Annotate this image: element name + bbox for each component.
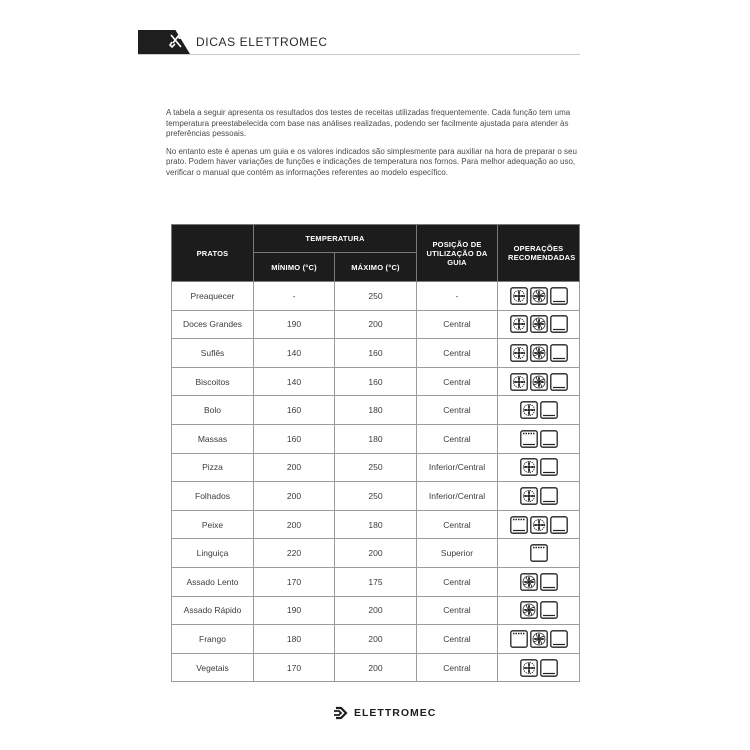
bottom-heat-icon	[550, 373, 568, 391]
operation-icons	[498, 630, 579, 648]
cell-operations	[498, 625, 580, 654]
cell-min: -	[254, 282, 335, 311]
top-bottom-heat-icon	[520, 430, 538, 448]
element-fan-icon	[530, 516, 548, 534]
operation-icons	[498, 573, 579, 591]
cell-dish: Peixe	[172, 510, 254, 539]
cell-operations	[498, 310, 580, 339]
bottom-heat-icon	[550, 344, 568, 362]
cell-dish: Suflês	[172, 339, 254, 368]
cell-max: 250	[335, 482, 417, 511]
bottom-heat-icon	[540, 487, 558, 505]
bottom-heat-icon	[540, 659, 558, 677]
cell-min: 140	[254, 367, 335, 396]
cell-min: 190	[254, 310, 335, 339]
table-row	[172, 625, 580, 654]
bottom-heat-icon	[540, 573, 558, 591]
footer-logo	[333, 706, 436, 720]
element-fan-icon	[520, 458, 538, 476]
cell-operations	[498, 339, 580, 368]
cell-operations	[498, 653, 580, 682]
cell-position: Central	[417, 653, 498, 682]
table-body	[172, 282, 580, 682]
intro-paragraph-1: A tabela a seguir apresenta os resultados dos testes de receitas utilizadas frequentemente. Cada função tem uma temperatura preestabelecida com base nas análises realizadas, podendo ser facilmente ajustada para atender às preferências pessoais.	[166, 108, 571, 138]
cell-position: Superior	[417, 539, 498, 568]
top-bottom-heat-icon	[510, 516, 528, 534]
bottom-heat-icon	[540, 401, 558, 419]
header-operations: OPERAÇÕES RECOMENDADAS	[498, 225, 580, 282]
cell-max: 200	[335, 596, 417, 625]
cell-max: 200	[335, 653, 417, 682]
bottom-heat-icon	[540, 458, 558, 476]
cell-position: Inferior/Central	[417, 482, 498, 511]
header-max: MÁXIMO (°C)	[335, 253, 417, 282]
operation-icons	[498, 287, 579, 305]
operation-icons	[498, 516, 579, 534]
cell-max: 175	[335, 567, 417, 596]
header-tab	[138, 30, 190, 54]
cell-dish: Bolo	[172, 396, 254, 425]
fan-icon	[530, 315, 548, 333]
cell-max: 180	[335, 396, 417, 425]
table-row	[172, 539, 580, 568]
cell-min: 200	[254, 453, 335, 482]
cell-operations	[498, 453, 580, 482]
header-divider	[138, 54, 580, 55]
cell-position: Central	[417, 310, 498, 339]
element-fan-icon	[510, 373, 528, 391]
cell-operations	[498, 424, 580, 453]
cell-min: 140	[254, 339, 335, 368]
cell-max: 200	[335, 625, 417, 654]
table-row	[172, 653, 580, 682]
table-row	[172, 424, 580, 453]
cell-min: 220	[254, 539, 335, 568]
cell-position: -	[417, 282, 498, 311]
table-row	[172, 596, 580, 625]
cell-max: 180	[335, 424, 417, 453]
fan-icon	[530, 373, 548, 391]
cell-position: Central	[417, 567, 498, 596]
cell-position: Inferior/Central	[417, 453, 498, 482]
cell-dish: Doces Grandes	[172, 310, 254, 339]
footer-brand: ELETTROMEC	[354, 707, 437, 719]
bottom-heat-icon	[540, 601, 558, 619]
bottom-heat-icon	[550, 630, 568, 648]
operation-icons	[498, 659, 579, 677]
recipe-guide-table	[171, 224, 580, 682]
cell-operations	[498, 539, 580, 568]
bottom-heat-icon	[550, 287, 568, 305]
bottom-heat-icon	[550, 315, 568, 333]
cell-max: 160	[335, 339, 417, 368]
cell-dish: Frango	[172, 625, 254, 654]
table-row	[172, 396, 580, 425]
table-row	[172, 567, 580, 596]
cell-operations	[498, 367, 580, 396]
operation-icons	[498, 344, 579, 362]
header-title: DICAS ELETTROMEC	[196, 35, 328, 49]
operation-icons	[498, 373, 579, 391]
cell-operations	[498, 567, 580, 596]
cell-position: Central	[417, 424, 498, 453]
element-fan-icon	[510, 287, 528, 305]
table-row	[172, 310, 580, 339]
operation-icons	[498, 315, 579, 333]
cell-min: 200	[254, 482, 335, 511]
cell-min: 170	[254, 567, 335, 596]
cell-dish: Assado Lento	[172, 567, 254, 596]
cell-position: Central	[417, 510, 498, 539]
fan-icon	[520, 573, 538, 591]
cell-position: Central	[417, 596, 498, 625]
fan-icon	[520, 601, 538, 619]
page-header	[138, 30, 336, 54]
header-position: POSIÇÃO DE UTILIZAÇÃO DA GUIA	[417, 225, 498, 282]
table-row	[172, 510, 580, 539]
wrench-spoon-icon	[168, 33, 184, 51]
cell-operations	[498, 596, 580, 625]
element-fan-icon	[520, 659, 538, 677]
cell-dish: Pizza	[172, 453, 254, 482]
cell-operations	[498, 482, 580, 511]
header-min: MÍNIMO (°C)	[254, 253, 335, 282]
element-fan-icon	[520, 401, 538, 419]
cell-min: 180	[254, 625, 335, 654]
element-fan-icon	[510, 344, 528, 362]
operation-icons	[498, 458, 579, 476]
operation-icons	[498, 430, 579, 448]
cell-dish: Biscoitos	[172, 367, 254, 396]
elettromec-logo-icon	[333, 706, 349, 720]
grill-icon	[530, 544, 548, 562]
cell-dish: Massas	[172, 424, 254, 453]
cell-dish: Preaquecer	[172, 282, 254, 311]
operation-icons	[498, 401, 579, 419]
cell-position: Central	[417, 339, 498, 368]
cell-position: Central	[417, 396, 498, 425]
cell-dish: Folhados	[172, 482, 254, 511]
cell-operations	[498, 396, 580, 425]
grill-icon	[510, 630, 528, 648]
cell-operations	[498, 282, 580, 311]
cell-operations	[498, 510, 580, 539]
table-row	[172, 282, 580, 311]
table-row	[172, 453, 580, 482]
operation-icons	[498, 601, 579, 619]
intro-text	[166, 108, 586, 185]
intro-paragraph-2: No entanto este é apenas um guia e os valores indicados são simplesmente para auxiliar na hora de preparar o seu prato. Podem haver variações de funções e indicações de temperatura nos fornos. Para melhor adequação ao uso, verificar o manual que contém as informações referentes ao modelo específico.	[166, 146, 577, 177]
cell-max: 250	[335, 282, 417, 311]
cell-min: 160	[254, 424, 335, 453]
element-fan-icon	[510, 315, 528, 333]
cell-dish: Assado Rápido	[172, 596, 254, 625]
bottom-heat-icon	[540, 430, 558, 448]
cell-min: 200	[254, 510, 335, 539]
operation-icons	[498, 487, 579, 505]
bottom-heat-icon	[550, 516, 568, 534]
table-row	[172, 339, 580, 368]
cell-max: 160	[335, 367, 417, 396]
table-row	[172, 367, 580, 396]
operation-icons	[498, 544, 579, 562]
cell-max: 250	[335, 453, 417, 482]
cell-position: Central	[417, 367, 498, 396]
table-row	[172, 482, 580, 511]
header-dish: PRATOS	[172, 225, 254, 282]
cell-position: Central	[417, 625, 498, 654]
cell-min: 170	[254, 653, 335, 682]
fan-icon	[530, 287, 548, 305]
element-fan-icon	[520, 487, 538, 505]
cell-min: 190	[254, 596, 335, 625]
header-temperature: TEMPERATURA	[254, 225, 417, 253]
cell-min: 160	[254, 396, 335, 425]
fan-icon	[530, 630, 548, 648]
fan-icon	[530, 344, 548, 362]
cell-max: 200	[335, 310, 417, 339]
cell-dish: Linguiça	[172, 539, 254, 568]
cell-max: 200	[335, 539, 417, 568]
cell-max: 180	[335, 510, 417, 539]
cell-dish: Vegetais	[172, 653, 254, 682]
